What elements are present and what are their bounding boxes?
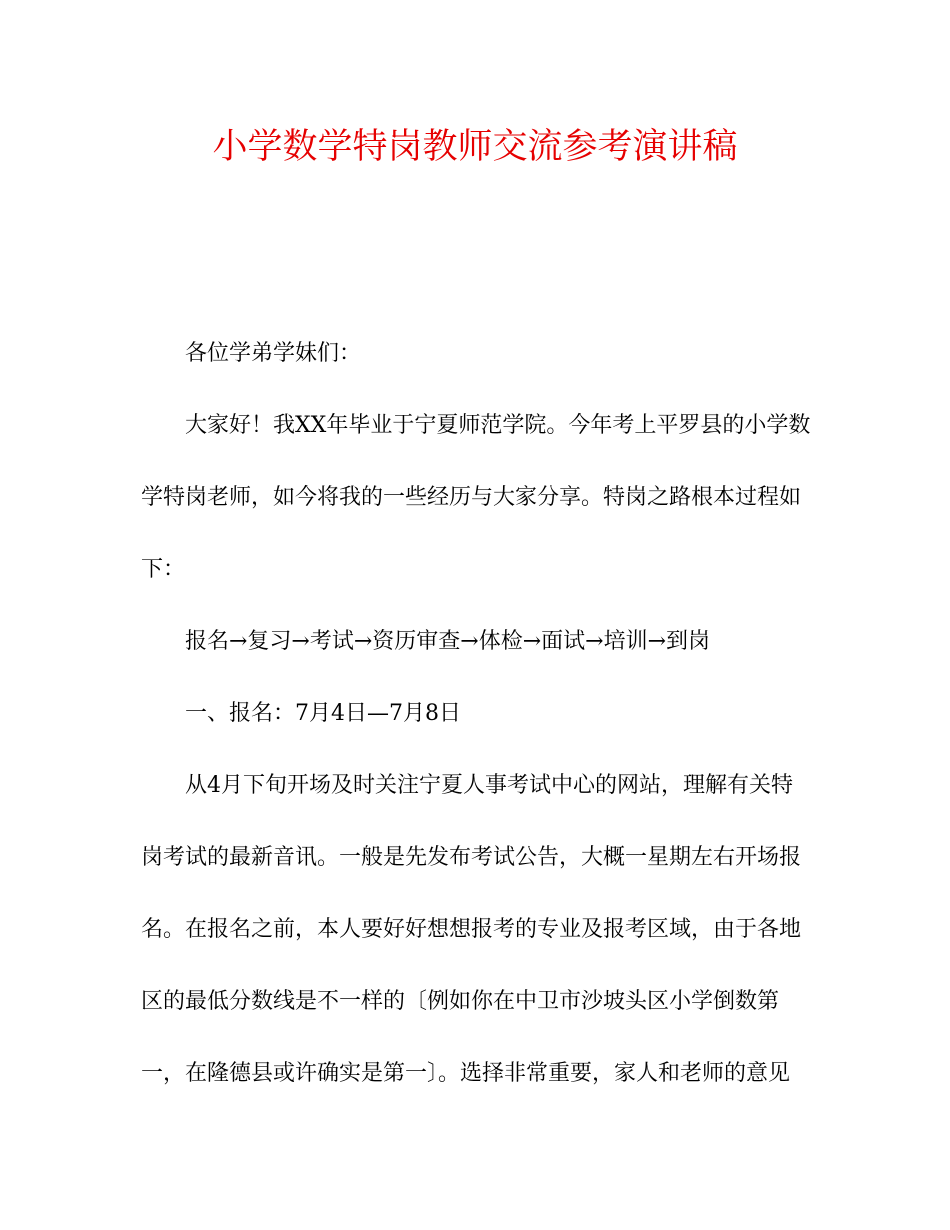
paragraph-registration-details: 从4月下旬开场及时关注宁夏人事考试中心的网站，理解有关特岗考试的最新音讯。一般是先发布考试公告，大概一星期左右开场报名。在报名之前，本人要好好想想报考的专业及报考区域，由于各地区的最低分数线是不一样的〔例如你在中卫市沙坡头区小学倒数第一，在隆德县或许确实是第一〕。选择非常重要，家人和老师的意见	[141, 773, 802, 1086]
document-title: 小学数学特岗教师交流参考演讲稿	[212, 127, 738, 167]
section-heading-registration: 一、报名：7月4日—7月8日	[185, 701, 461, 726]
document-body	[141, 318, 811, 1110]
paragraph-introduction: 大家好！我XX年毕业于宁夏师范学院。今年考上平罗县的小学数学特岗老师，如今将我的一些经历与大家分享。特岗之路根本过程如下：	[141, 413, 811, 582]
paragraph-greeting: 各位学弟学妹们：	[185, 341, 362, 366]
paragraph-process-steps: 报名→复习→考试→资历审查→体检→面试→培训→到岗	[185, 629, 711, 654]
